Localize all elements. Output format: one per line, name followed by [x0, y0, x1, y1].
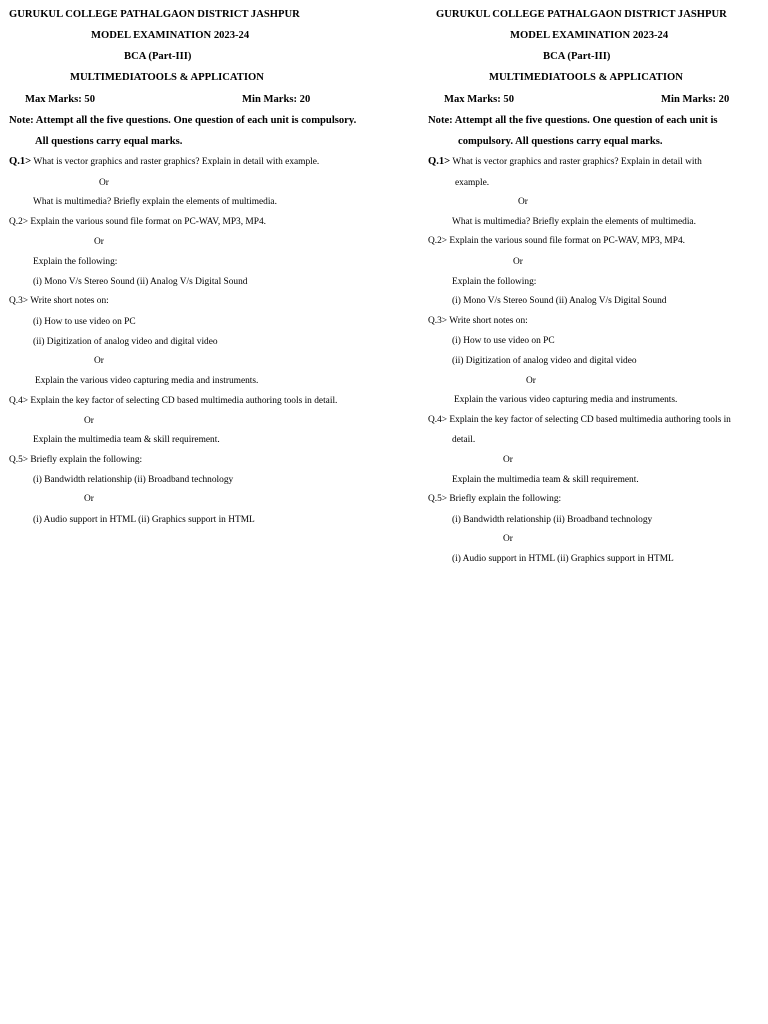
- question-3-item: (i) How to use video on PC: [452, 336, 555, 346]
- min-marks: Min Marks: 20: [661, 94, 730, 105]
- question-1-alternative: What is multimedia? Briefly explain the elements of multimedia.: [452, 217, 696, 227]
- question-3-item: (ii) Digitization of analog video and digital video: [33, 337, 218, 347]
- min-marks: Min Marks: 20: [242, 94, 311, 105]
- question-5-alternative-items: (i) Audio support in HTML (ii) Graphics support in HTML: [452, 554, 674, 564]
- or-separator: Or: [94, 356, 104, 366]
- max-marks: Max Marks: 50: [444, 94, 515, 105]
- or-separator: Or: [503, 534, 513, 544]
- question-text: What is vector graphics and raster graphics? Explain in detail with: [452, 157, 702, 167]
- college-name: GURUKUL COLLEGE PATHALGAON DISTRICT JASHPUR: [9, 9, 300, 20]
- exam-title: MODEL EXAMINATION 2023-24: [91, 30, 250, 41]
- instructions-note: Note: Attempt all the five questions. One question of each unit is: [428, 115, 718, 126]
- question-5-alternative-items: (i) Audio support in HTML (ii) Graphics support in HTML: [33, 515, 255, 525]
- question-4: Q.4> Explain the key factor of selecting CD based multimedia authoring tools in: [428, 415, 731, 425]
- question-2: Q.2> Explain the various sound file format on PC-WAV, MP3, MP4.: [428, 236, 686, 246]
- exam-title: MODEL EXAMINATION 2023-24: [510, 30, 669, 41]
- question-3-alternative: Explain the various video capturing media and instruments.: [35, 376, 259, 386]
- or-separator: Or: [513, 257, 523, 267]
- question-4-cont: detail.: [452, 435, 476, 445]
- question-2: Q.2> Explain the various sound file format on PC-WAV, MP3, MP4.: [9, 217, 267, 227]
- question-2-alternative: Explain the following:: [33, 257, 118, 267]
- question-number: Q.1>: [428, 156, 451, 167]
- or-separator: Or: [94, 237, 104, 247]
- instructions-note-cont: compulsory. All questions carry equal marks.: [458, 136, 663, 147]
- question-5: Q.5> Briefly explain the following:: [428, 494, 562, 504]
- exam-paper-right: [384, 0, 768, 1024]
- course-title: BCA (Part-III): [124, 51, 192, 62]
- or-separator: Or: [503, 455, 513, 465]
- question-3-alternative: Explain the various video capturing media and instruments.: [454, 395, 678, 405]
- or-separator: Or: [84, 416, 94, 426]
- question-1-alternative: What is multimedia? Briefly explain the elements of multimedia.: [33, 197, 277, 207]
- or-separator: Or: [526, 376, 536, 386]
- subject-title: MULTIMEDIATOOLS & APPLICATION: [70, 72, 264, 83]
- question-5: Q.5> Briefly explain the following:: [9, 455, 143, 465]
- question-number: Q.1>: [9, 156, 32, 167]
- question-3-item: (i) How to use video on PC: [33, 317, 136, 327]
- max-marks: Max Marks: 50: [25, 94, 96, 105]
- question-2-alternative-items: (i) Mono V/s Stereo Sound (ii) Analog V/s Digital Sound: [452, 296, 667, 306]
- question-3: Q.3> Write short notes on:: [9, 296, 109, 306]
- college-name: GURUKUL COLLEGE PATHALGAON DISTRICT JASHPUR: [436, 9, 727, 20]
- question-1-cont: example.: [455, 178, 490, 188]
- question-5-items: (i) Bandwidth relationship (ii) Broadband technology: [33, 475, 234, 485]
- question-text: What is vector graphics and raster graphics? Explain in detail with example.: [33, 157, 320, 167]
- question-4: Q.4> Explain the key factor of selecting CD based multimedia authoring tools in detail.: [9, 396, 338, 406]
- subject-title: MULTIMEDIATOOLS & APPLICATION: [489, 72, 683, 83]
- instructions-note-cont: All questions carry equal marks.: [35, 136, 183, 147]
- question-3-item: (ii) Digitization of analog video and digital video: [452, 356, 637, 366]
- question-1: [428, 156, 702, 168]
- question-3: Q.3> Write short notes on:: [428, 316, 528, 326]
- question-4-alternative: Explain the multimedia team & skill requirement.: [452, 475, 639, 485]
- question-4-alternative: Explain the multimedia team & skill requirement.: [33, 435, 220, 445]
- or-separator: Or: [518, 197, 528, 207]
- or-separator: Or: [84, 494, 94, 504]
- instructions-note: Note: Attempt all the five questions. One question of each unit is compulsory.: [9, 115, 357, 126]
- course-title: BCA (Part-III): [543, 51, 611, 62]
- question-2-alternative-items: (i) Mono V/s Stereo Sound (ii) Analog V/s Digital Sound: [33, 277, 248, 287]
- question-2-alternative: Explain the following:: [452, 277, 537, 287]
- question-5-items: (i) Bandwidth relationship (ii) Broadband technology: [452, 515, 653, 525]
- or-separator: Or: [99, 178, 109, 188]
- question-1: [9, 156, 319, 168]
